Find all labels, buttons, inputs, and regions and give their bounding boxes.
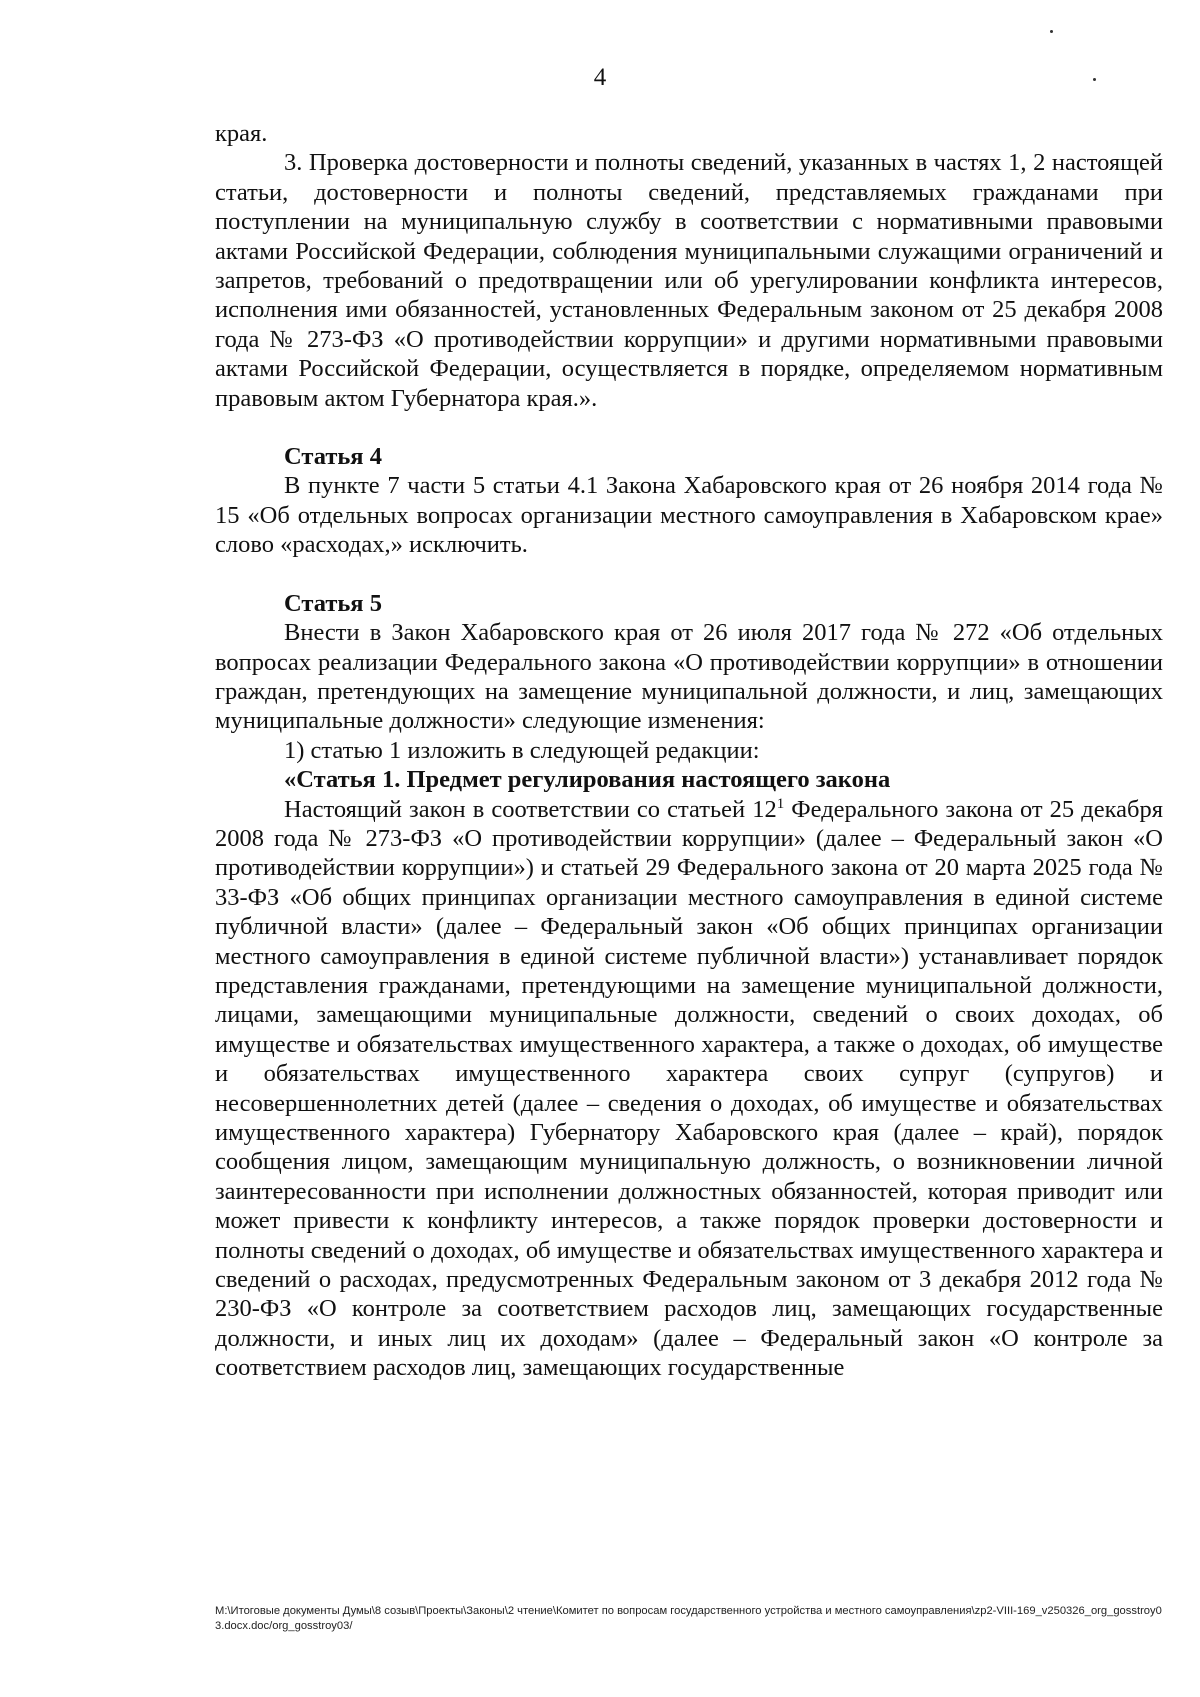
quoted-text-part-1: Настоящий закон в соответствии со статьей 12 [284,795,777,823]
footer-file-path: M:\Итоговые документы Думы\8 созыв\Проекты\Законы\2 чтение\Комитет по вопросам государственного устройства и местного самоуправления\zp2-VIII-169_v250326_org_gosstroy03.docx.doc/org_gosstroy03/ [215,1605,1162,1632]
quoted-article-1-heading: «Статья 1. Предмет регулирования настоящего закона [284,766,891,794]
scan-speck [1050,30,1053,33]
article-4-heading: Статья 4 [284,443,382,471]
quoted-text-part-2: Федерального закона от 25 декабря 2008 года № 273-ФЗ «О противодействии коррупции» (далее – Федеральный закон «О противодействии коррупции») и статьей 29 Федерального закона от 20 марта 2025 года № 33-ФЗ «Об общих принципах организации местного самоуправления в единой системе публичной власти» (далее – Федеральный закон «Об общих принципах организации местного самоуправления в единой системе публичной власти») устанавливает порядок представления гражданами, претендующими на замещение муниципальной должности, лицами, замещающими муниципальные должности, сведений о своих доходах, об имуществе и обязательствах имущественного характера, а также о доходах, об имуществе и обязательствах имущественного характера своих супруг (супругов) и несовершеннолетних детей (далее – сведения о доходах, об имуществе и обязательствах имущественного характера) Губернатору Хабаровского края (далее – край), порядок сообщения лицом, замещающим муниципальную должность, о возникновении личной заинтересованности при исполнении должностных обязанностей, которая приводит или может привести к конфликту интересов, а также порядок проверки достоверности и полноты сведений о доходах, об имуществе и обязательствах имущественного характера и сведений о расходах, предусмотренных Федеральным законом от 3 декабря 2012 года № 230-ФЗ «О контроле за соответствием расходов лиц, замещающих государственные должности, и иных лиц их доходам» (далее – Федеральный закон «О контроле за соответствием расходов лиц, замещающих государственные [215,795,1163,1382]
document-body [215,119,1163,1383]
article-4-text: В пункте 7 части 5 статьи 4.1 Закона Хабаровского края от 26 ноября 2014 года № 15 «Об отдельных вопросах организации местного самоуправления в Хабаровском крае» слово «расходах,» исключить. [215,472,1163,559]
quoted-article-1-text [215,795,1163,1383]
paragraph-continuation: края. [215,120,268,147]
paragraph-part-3: 3. Проверка достоверности и полноты сведений, указанных в частях 1, 2 настоящей статьи, достоверности и полноты сведений, представляемых гражданами при поступлении на муниципальную службу в соответствии с нормативными правовыми актами Российской Федерации, соблюдения муниципальными служащими ограничений и запретов, требований о предотвращении или об урегулировании конфликта интересов, исполнения ими обязанностей, установленных Федеральным законом от 25 декабря 2008 года № 273-ФЗ «О противодействии коррупции» и другими нормативными правовыми актами Российской Федерации, осуществляется в порядке, определяемом нормативным правовым актом Губернатора края.». [215,149,1163,412]
article-5-item-1: 1) статью 1 изложить в следующей редакции: [284,736,760,764]
article-5-heading: Статья 5 [284,589,382,617]
page-number: 4 [593,64,607,91]
superscript-index: 1 [776,795,785,812]
article-5-text: Внести в Закон Хабаровского края от 26 июля 2017 года № 272 «Об отдельных вопросах реализации Федерального закона «О противодействии коррупции» в отношении граждан, претендующих на замещение муниципальной должности, и лиц, замещающих муниципальные должности» следующие изменения: [215,619,1163,735]
scan-speck [1093,78,1096,81]
